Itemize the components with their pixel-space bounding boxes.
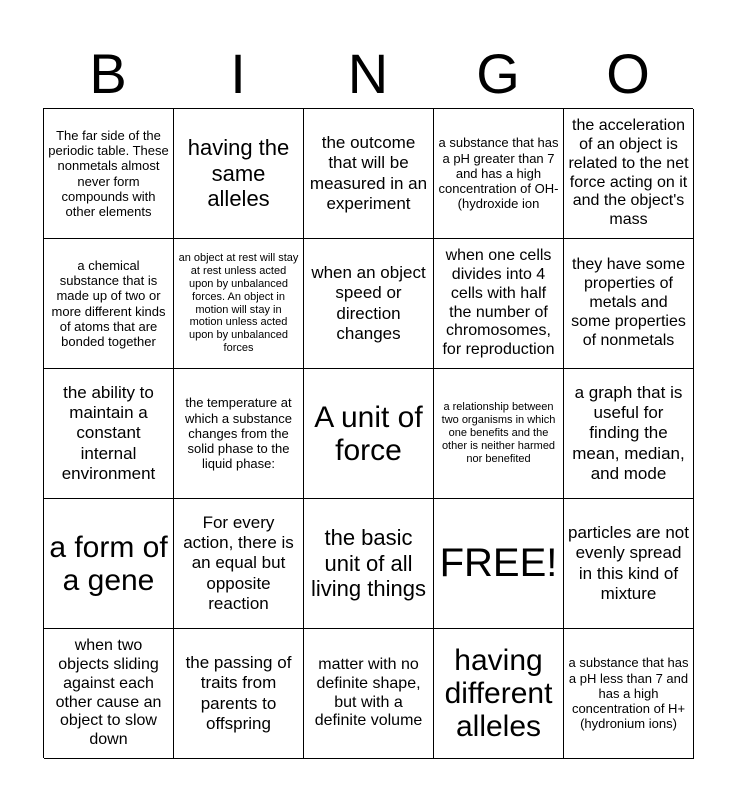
bingo-cell-r5c3	[304, 629, 434, 759]
bingo-cell-r1c1	[44, 109, 174, 239]
bingo-cell-r4c5	[564, 499, 694, 629]
bingo-cell-r4c2	[174, 499, 304, 629]
cell-text: they have some properties of metals and some properties of nonmetals	[571, 256, 686, 349]
cell-text: a chemical substance that is made up of two or more different kinds of atoms that are bonded together	[51, 257, 166, 350]
cell-text: when one cells divides into 4 cells with half the number of chromosomes, for reproduction	[442, 246, 555, 359]
cell-text: the outcome that will be measured in an experiment	[309, 133, 428, 213]
bingo-cell-r3c2	[174, 369, 304, 499]
cell-text: the passing of traits from parents to offspring	[185, 653, 292, 733]
header-letter-n: N	[347, 42, 389, 105]
cell-text: having the same alleles	[187, 134, 290, 212]
bingo-cell-r5c2	[174, 629, 304, 759]
bingo-cell-r3c4	[434, 369, 564, 499]
header-letter-i: I	[230, 42, 246, 105]
header-letter-g: G	[476, 42, 520, 105]
cell-text: when two objects sliding against each other cause an object to slow down	[55, 636, 162, 749]
bingo-cell-r1c3	[304, 109, 434, 239]
bingo-cell-r1c5	[564, 109, 694, 239]
bingo-cell-r4c3	[304, 499, 434, 629]
cell-text: For every action, there is an equal but opposite reaction	[183, 513, 294, 613]
cell-text: A unit of force	[314, 400, 423, 467]
bingo-cell-r5c4	[434, 629, 564, 759]
free-space: FREE!	[439, 540, 558, 585]
cell-text: the acceleration of an object is related to the net force acting on it and the object's mass	[568, 116, 689, 229]
cell-text: when an object speed or direction changes	[311, 263, 426, 343]
bingo-cell-r2c5	[564, 239, 694, 369]
cell-text: particles are not evenly spread in this kind of mixture	[568, 523, 689, 603]
bingo-cell-r2c3	[304, 239, 434, 369]
header-letter-b: B	[89, 42, 127, 105]
bingo-header	[43, 40, 693, 108]
cell-text: The far side of the periodic table. These nonmetals almost never form compounds with other elements	[48, 127, 169, 220]
cell-text: matter with no definite shape, but with a definite volume	[314, 655, 423, 730]
bingo-cell-r3c3	[304, 369, 434, 499]
bingo-cell-r4c4	[434, 499, 564, 629]
cell-text: the temperature at which a substance changes from the solid phase to the liquid phase:	[185, 395, 292, 472]
bingo-cell-r1c4	[434, 109, 564, 239]
cell-text: a graph that is useful for finding the mean, median, and mode	[572, 383, 685, 483]
bingo-cell-r2c1	[44, 239, 174, 369]
bingo-cell-r1c2	[174, 109, 304, 239]
bingo-cell-r5c1	[44, 629, 174, 759]
header-letter-o: O	[606, 42, 650, 105]
bingo-cell-r3c5	[564, 369, 694, 499]
bingo-cell-r5c5	[564, 629, 694, 759]
cell-text: a relationship between two organisms in which one benefits and the other is neither harmed nor benefited	[441, 401, 556, 465]
bingo-cell-r3c1	[44, 369, 174, 499]
cell-text: a substance that has a pH less than 7 and has a high concentration of H+(hydronium ions)	[568, 655, 689, 732]
bingo-cell-r2c4	[434, 239, 564, 369]
cell-text: the ability to maintain a constant internal environment	[61, 383, 156, 483]
cell-text: an object at rest will stay at rest unless acted upon by unbalanced forces. An object in motion will stay in motion unless acted upon by unbalanced forces	[178, 251, 299, 355]
cell-text: the basic unit of all living things	[311, 524, 426, 602]
cell-text: a form of a gene	[49, 530, 168, 597]
bingo-cell-r4c1	[44, 499, 174, 629]
cell-text: having different alleles	[444, 644, 553, 743]
bingo-grid	[43, 108, 693, 758]
bingo-cell-r2c2	[174, 239, 304, 369]
cell-text: a substance that has a pH greater than 7 and has a high concentration of OH-(hydroxide ion	[438, 135, 559, 212]
